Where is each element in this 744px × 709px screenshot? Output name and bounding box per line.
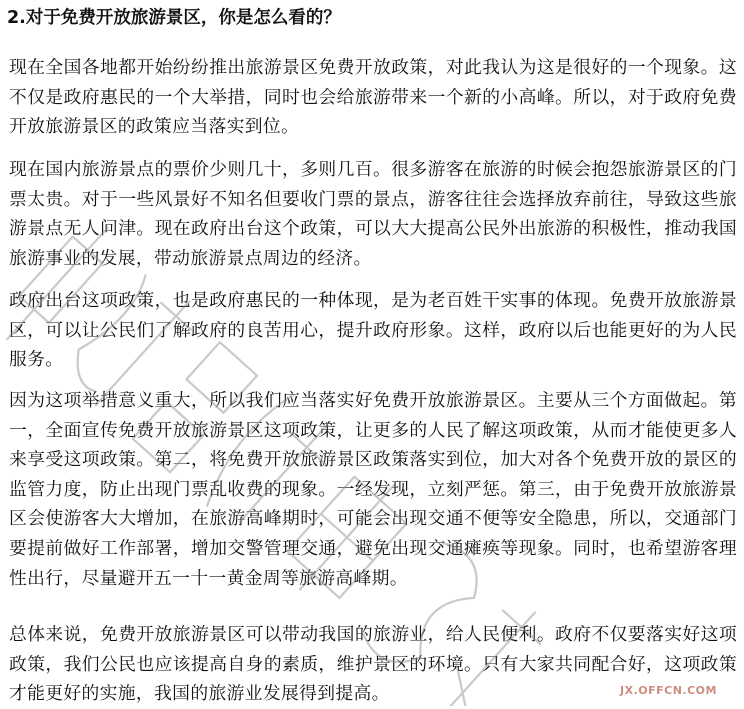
paragraph-intro: 现在全国各地都开始纷纷推出旅游景区免费开放政策，对此我认为这是很好的一个现象。这不仅是政府惠民的一个大举措，同时也会给旅游带来一个新的小高峰。所以，对于政府免费开放旅游景区的政策应当落实到位。 bbox=[9, 57, 737, 138]
paragraph-government-benefit: 政府出台这项政策，也是政府惠民的一种体现，是为老百姓干实事的体现。免费开放旅游景区，可以让公民们了解政府的良苦用心，提升政府形象。这样，政府以后也能更好的为人民服务。 bbox=[9, 290, 737, 371]
paragraph-conclusion: 总体来说，免费开放旅游景区可以带动我国的旅游业，给人民便利。政府不仅要落实好这项政策，我们公民也应该提高自身的素质，维护景区的环境。只有大家共同配合好，这项政策才能更好的实施，我国的旅游业发展得到提高。 bbox=[9, 624, 737, 705]
paragraph-ticket-prices: 现在国内旅游景点的票价少则几十，多则几百。很多游客在旅游的时候会抱怨旅游景区的门票太贵。对于一些风景好不知名但要收门票的景点，游客往往会选择放弃前往，导致这些旅游景点无人问津。现在政府出台这个政策，可以大大提高公民外出旅游的积极性，推动我国旅游事业的发展，带动旅游景点周边的经济。 bbox=[9, 159, 737, 269]
question-heading: 2.对于免费开放旅游景区，你是怎么看的？ bbox=[7, 8, 341, 28]
watermark-site-url: JX.OFFCN.COM bbox=[620, 684, 717, 697]
paragraph-implementation-measures: 因为这项举措意义重大，所以我们应当落实好免费开放旅游景区。主要从三个方面做起。第一，全面宣传免费开放旅游景区这项政策，让更多的人民了解这项政策，从而才能使更多人来享受这项政策。第二，将免费开放旅游景区政策落实到位，加大对各个免费开放的景区的监管力度，防止出现门票乱收费的现象。一经发现，立刻严惩。第三，由于免费开放旅游景区会使游客大大增加，在旅游高峰期时，可能会出现交通不便等安全隐患，所以，交通部门要提前做好工作部署，增加交警管理交通，避免出现交通瘫痪等现象。同时，也希望游客理性出行，尽量避开五一十一黄金周等旅游高峰期。 bbox=[9, 390, 737, 589]
